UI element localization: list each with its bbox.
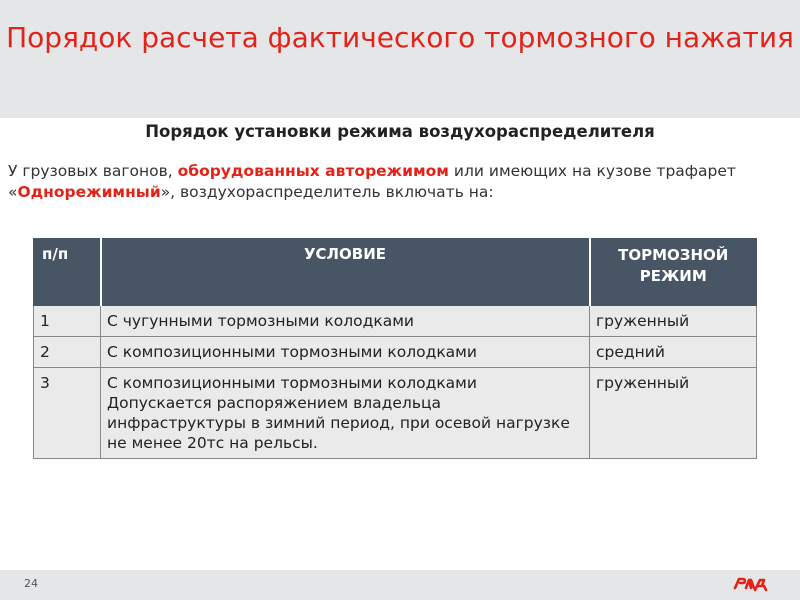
table-header-row xyxy=(34,239,757,306)
header-band xyxy=(0,0,800,118)
intro-paragraph xyxy=(8,161,793,203)
brake-mode-table xyxy=(33,238,757,459)
rzd-logo-icon xyxy=(731,572,771,598)
cell-condition: С чугунными тормозными колодками xyxy=(101,306,590,337)
table-row xyxy=(34,306,757,337)
slide-title: Порядок расчета фактического тормозного нажатия xyxy=(6,21,794,54)
intro-text-2: или имеющих на кузове трафарет « xyxy=(8,162,736,201)
section-subtitle: Порядок установки режима воздухораспределителя xyxy=(145,122,655,141)
header-brake-mode: ТОРМОЗНОЙ РЕЖИМ xyxy=(590,239,757,306)
cell-condition: С композиционными тормозными колодками Допускается распоряжением владельца инфраструктуры в зимний период, при осевой нагрузке не менее 20тс на рельсы. xyxy=(101,368,590,459)
cell-number: 1 xyxy=(34,306,101,337)
page-number: 24 xyxy=(24,577,38,590)
cell-number: 3 xyxy=(34,368,101,459)
table-row xyxy=(34,337,757,368)
header-condition: УСЛОВИЕ xyxy=(101,239,590,306)
intro-text-3: », воздухораспределитель включать на: xyxy=(160,183,494,201)
footer-band xyxy=(0,570,800,600)
header-number: п/п xyxy=(34,239,101,306)
intro-highlight-auto-mode: оборудованных авторежимом xyxy=(177,162,449,180)
table-row xyxy=(34,368,757,459)
intro-text-1: У грузовых вагонов, xyxy=(8,162,178,180)
cell-condition: С композиционными тормозными колодками xyxy=(101,337,590,368)
intro-highlight-single-mode: Однорежимный xyxy=(17,183,161,201)
cell-brake-mode: средний xyxy=(590,337,757,368)
cell-brake-mode: груженный xyxy=(590,368,757,459)
cell-brake-mode: груженный xyxy=(590,306,757,337)
cell-number: 2 xyxy=(34,337,101,368)
